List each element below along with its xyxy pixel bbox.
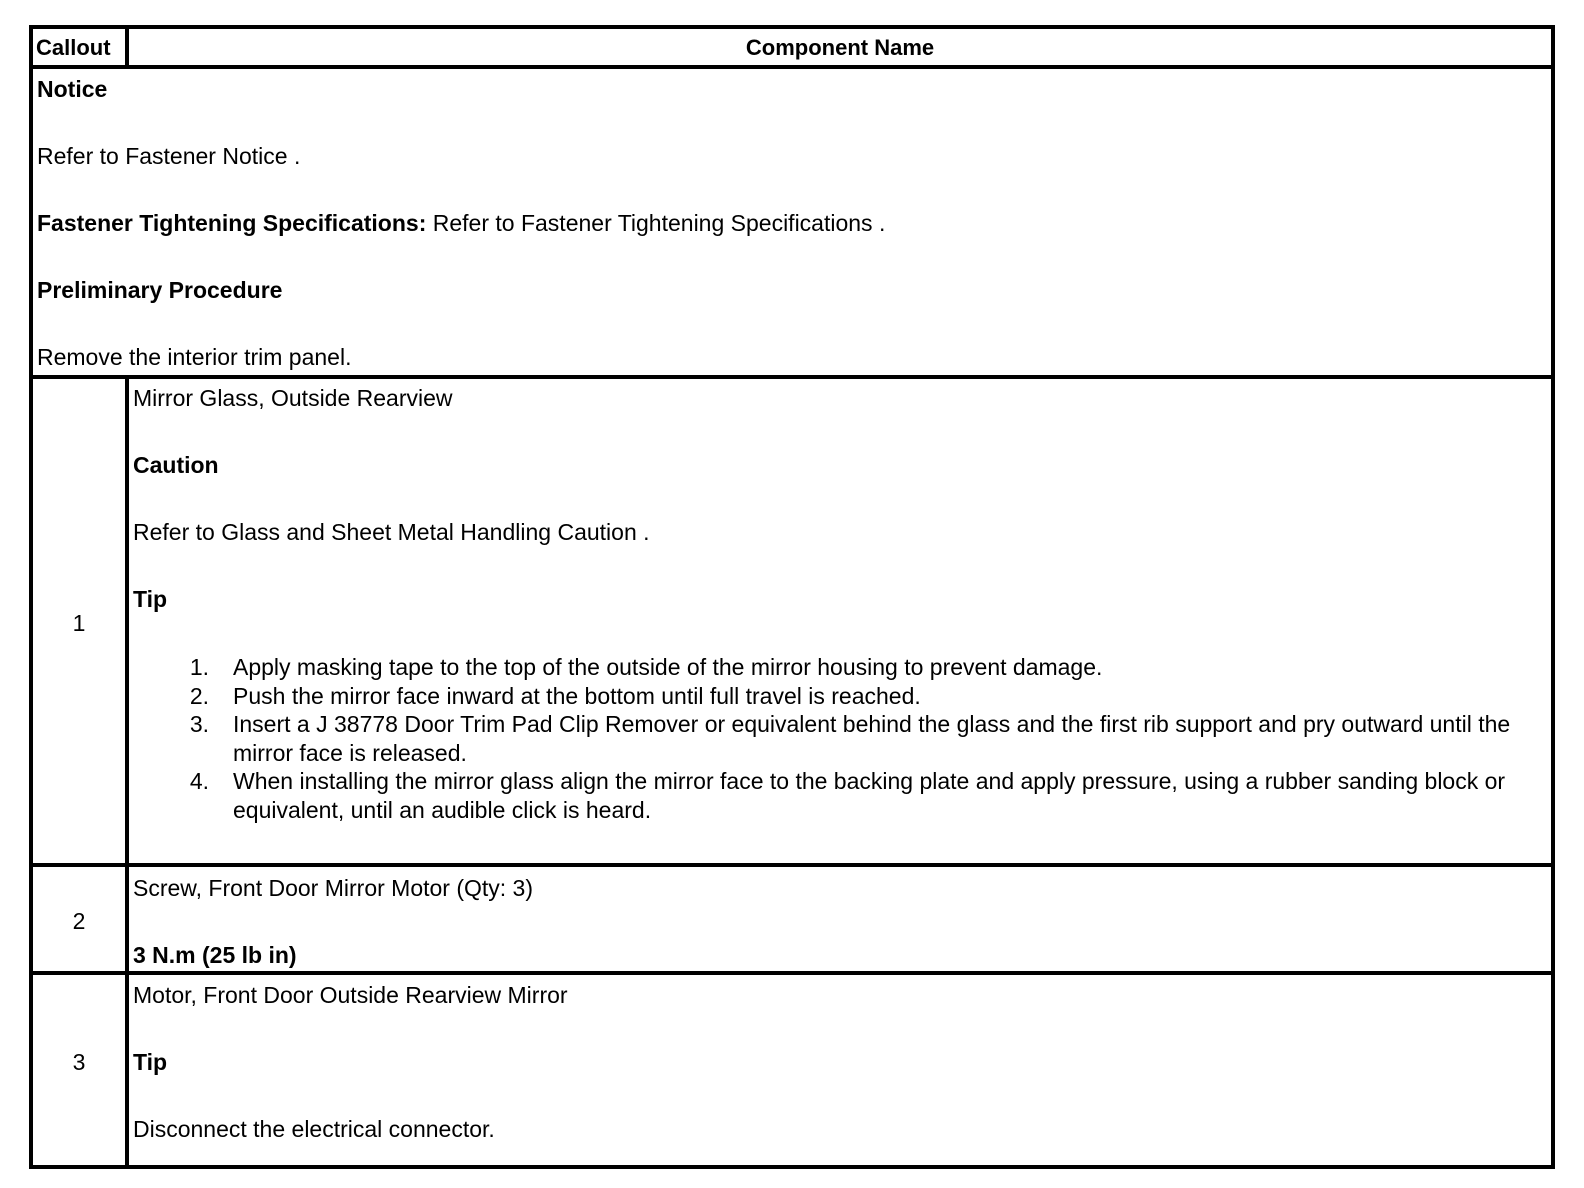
notice-heading: Notice xyxy=(37,76,108,102)
step-number: 3. xyxy=(189,711,209,737)
component-name-header: Component Name xyxy=(745,35,935,60)
list-item xyxy=(183,710,1528,767)
callout-2: 2 xyxy=(72,908,86,934)
step-number: 2. xyxy=(189,682,209,709)
notice-divider xyxy=(33,375,1551,379)
step-text: Push the mirror face inward at the bottom until full travel is reached. xyxy=(233,682,921,709)
list-item xyxy=(183,653,1528,682)
step-number: 1. xyxy=(189,654,209,680)
column-divider-rows xyxy=(125,375,129,1169)
callout-1: 1 xyxy=(72,610,86,636)
notice-text: Refer to Fastener Notice . xyxy=(37,143,301,169)
preliminary-heading: Preliminary Procedure xyxy=(37,277,283,303)
component-3-name: Motor, Front Door Outside Rearview Mirror xyxy=(133,982,568,1008)
callout-header: Callout xyxy=(36,35,111,60)
tip-heading-1: Tip xyxy=(133,586,168,612)
list-item xyxy=(183,767,1528,824)
torque-spec: 3 N.m (25 lb in) xyxy=(133,942,297,968)
tip-heading-3: Tip xyxy=(133,1049,168,1075)
list-item xyxy=(183,682,1528,711)
fastener-spec-line xyxy=(37,210,885,237)
component-1-name: Mirror Glass, Outside Rearview xyxy=(133,385,453,411)
caution-text: Refer to Glass and Sheet Metal Handling Caution . xyxy=(133,519,650,545)
callout-3: 3 xyxy=(72,1049,86,1075)
step-text: Insert a J 38778 Door Trim Pad Clip Remover or equivalent behind the glass and the first rib support and pry outward until the mirror face is released. xyxy=(233,711,1511,766)
step-text: Apply masking tape to the top of the outside of the mirror housing to prevent damage. xyxy=(233,654,1103,680)
component-2-name: Screw, Front Door Mirror Motor (Qty: 3) xyxy=(133,875,534,901)
fastener-spec-label: Fastener Tightening Specifications: xyxy=(37,210,427,236)
row-1-divider xyxy=(33,863,1551,867)
tip-text-3: Disconnect the electrical connector. xyxy=(133,1116,495,1142)
fastener-spec-text: Refer to Fastener Tightening Specifications . xyxy=(426,210,886,236)
step-number: 4. xyxy=(189,768,209,794)
caution-heading: Caution xyxy=(133,452,219,478)
preliminary-text: Remove the interior trim panel. xyxy=(37,344,352,370)
tip-steps-list xyxy=(183,653,1528,824)
header-divider xyxy=(33,65,1551,69)
component-table xyxy=(29,25,1555,1169)
row-2-divider xyxy=(33,971,1551,975)
step-text: When installing the mirror glass align the mirror face to the backing plate and apply pressure, using a rubber sanding block or equivalent, until an audible click is heard. xyxy=(233,768,1506,823)
